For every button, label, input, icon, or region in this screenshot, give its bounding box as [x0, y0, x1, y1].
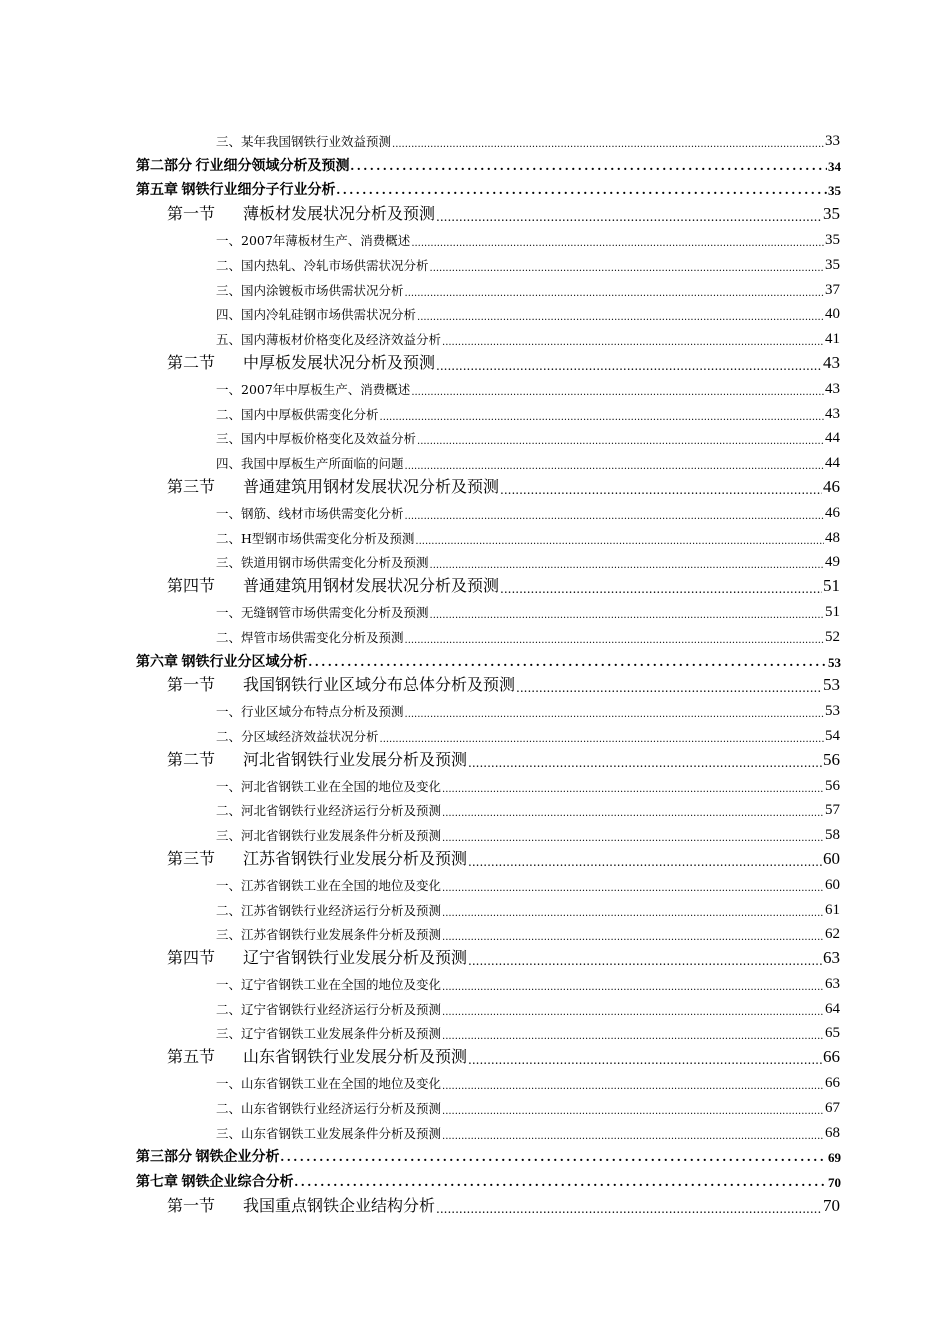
toc-entry-title: 四、我国中厚板生产所面临的问题 — [216, 456, 404, 472]
toc-entry-title: 二、辽宁省钢铁行业经济运行分析及预测 — [216, 1001, 442, 1017]
dot-leader — [516, 681, 822, 695]
dot-leader — [430, 263, 824, 274]
toc-entry-item[interactable] — [0, 125, 950, 150]
dot-leader — [430, 610, 824, 621]
toc-entry-title — [167, 474, 499, 497]
toc-entry-sec[interactable] — [0, 943, 950, 968]
toc-entry-item[interactable] — [0, 596, 950, 621]
page-number: 44 — [825, 430, 840, 447]
page-number: 35 — [828, 183, 841, 199]
dot-leader — [442, 1007, 824, 1018]
dot-leader — [468, 756, 822, 770]
dot-leader — [436, 1202, 822, 1216]
page-number: 63 — [823, 948, 840, 968]
section-number: 第三节 — [167, 848, 216, 868]
toc-entry-title: 四、国内冷轧硅钢市场供需状况分析 — [216, 307, 417, 323]
section-number: 第一节 — [167, 204, 216, 224]
page-number: 62 — [825, 926, 840, 943]
page-number: 66 — [825, 1075, 840, 1092]
toc-entry-title: 三、辽宁省钢铁工业发展条件分析及预测 — [216, 1026, 442, 1042]
dot-leader — [442, 1131, 824, 1142]
toc-entry-title — [167, 672, 515, 695]
dot-leader — [442, 1106, 824, 1117]
toc-entry-item[interactable] — [0, 869, 950, 894]
toc-entry-item[interactable] — [0, 299, 950, 324]
toc-entry-sec[interactable] — [0, 745, 950, 770]
page-number: 33 — [825, 132, 840, 149]
toc-entry-title: 第五章 钢铁行业细分子行业分析 — [136, 183, 336, 199]
toc-entry-title — [167, 747, 467, 770]
page-number: 61 — [825, 901, 840, 918]
toc-entry-item[interactable] — [0, 1067, 950, 1092]
toc-entry-part[interactable] — [0, 646, 950, 671]
toc-entry-sec[interactable] — [0, 348, 950, 373]
toc-entry-sec[interactable] — [0, 571, 950, 596]
toc-entry-title — [167, 1193, 435, 1216]
dot-leader — [411, 238, 824, 249]
dot-leader — [442, 808, 824, 819]
toc-entry-title — [167, 1044, 467, 1067]
dot-leader — [442, 982, 824, 993]
toc-entry-title — [167, 573, 499, 596]
dot-leader — [442, 883, 824, 894]
toc-entry-title — [167, 350, 435, 373]
toc-entry-title: 二、分区域经济效益状况分析 — [216, 728, 379, 744]
toc-entry-title: 五、国内薄板材价格变化及经济效益分析 — [216, 332, 442, 348]
toc-entry-title: 三、某年我国钢铁行业效益预测 — [216, 133, 392, 149]
toc-entry-title: 二、山东省钢铁行业经济运行分析及预测 — [216, 1100, 442, 1116]
page-number: 70 — [828, 1175, 841, 1191]
section-number: 第三节 — [167, 476, 216, 496]
dot-leader — [295, 1175, 828, 1191]
page-number: 43 — [823, 352, 840, 372]
toc-entry-item[interactable] — [0, 621, 950, 646]
toc-entry-title: 二、焊管市场供需变化分析及预测 — [216, 629, 404, 645]
toc-entry-title: 二、国内中厚板供需变化分析 — [216, 406, 379, 422]
dot-leader — [500, 582, 822, 596]
toc-entry-item[interactable] — [0, 770, 950, 795]
page-number: 70 — [823, 1196, 840, 1216]
toc-entry-title: 二、河北省钢铁行业经济运行分析及预测 — [216, 803, 442, 819]
toc-entry-sec[interactable] — [0, 844, 950, 869]
page-number: 46 — [825, 504, 840, 521]
page-number: 43 — [825, 380, 840, 397]
dot-leader — [436, 210, 822, 224]
page-number: 37 — [825, 281, 840, 298]
toc-entry-item[interactable] — [0, 695, 950, 720]
toc-entry-title: 一、辽宁省钢铁工业在全国的地位及变化 — [216, 976, 442, 992]
section-title: 普通建筑用钢材发展状况分析及预测 — [243, 476, 500, 496]
page-number: 64 — [825, 1000, 840, 1017]
section-number: 第五节 — [167, 1047, 216, 1067]
page-number: 46 — [823, 476, 840, 496]
dot-leader — [405, 709, 824, 720]
toc-entry-item[interactable] — [0, 274, 950, 299]
toc-entry-title: 第二部分 行业细分领域分析及预测 — [136, 158, 350, 174]
page-number: 48 — [825, 529, 840, 546]
toc-entry-title: 二、H型钢市场供需变化分析及预测 — [216, 530, 415, 546]
toc-entry-title: 一、江苏省钢铁工业在全国的地位及变化 — [216, 877, 442, 893]
dot-leader — [405, 461, 824, 472]
toc-entry-item[interactable] — [0, 1018, 950, 1043]
toc-entry-title: 一、钢筋、线材市场供需变化分析 — [216, 505, 404, 521]
page-number: 52 — [825, 628, 840, 645]
dot-leader — [405, 635, 824, 646]
dot-leader — [405, 511, 824, 522]
page-number: 44 — [825, 455, 840, 472]
toc-entry-title: 三、河北省钢铁行业发展条件分析及预测 — [216, 828, 442, 844]
toc-entry-title: 三、铁道用钢市场供需变化分析及预测 — [216, 555, 429, 571]
toc-entry-sec[interactable] — [0, 1042, 950, 1067]
section-number: 第四节 — [167, 948, 216, 968]
page-number: 35 — [825, 256, 840, 273]
toc-entry-title: 一、2007年中厚板生产、消费概述 — [216, 381, 411, 397]
toc-entry-title: 第七章 钢铁企业综合分析 — [136, 1175, 294, 1191]
dot-leader — [380, 734, 824, 745]
toc-entry-item[interactable] — [0, 249, 950, 274]
toc-entry-title: 一、山东省钢铁工业在全国的地位及变化 — [216, 1076, 442, 1092]
dot-leader — [417, 436, 824, 447]
dot-leader — [415, 536, 824, 547]
page-number: 67 — [825, 1099, 840, 1116]
toc-entry-title: 一、无缝钢管市场供需变化分析及预测 — [216, 604, 429, 620]
dot-leader — [351, 159, 828, 175]
page-number: 69 — [828, 1150, 841, 1166]
page-number: 51 — [825, 603, 840, 620]
section-title: 河北省钢铁行业发展分析及预测 — [243, 749, 468, 769]
page-number: 35 — [823, 204, 840, 224]
toc-entry-title: 第三部分 钢铁企业分析 — [136, 1150, 280, 1166]
section-title: 中厚板发展状况分析及预测 — [243, 352, 436, 372]
page-number: 58 — [825, 827, 840, 844]
page-number: 34 — [828, 158, 841, 174]
dot-leader — [411, 387, 824, 398]
section-title: 薄板材发展状况分析及预测 — [243, 204, 436, 224]
page-number: 66 — [823, 1047, 840, 1067]
section-number: 第一节 — [167, 675, 216, 695]
dot-leader — [430, 560, 824, 571]
dot-leader — [442, 1081, 824, 1092]
toc-entry-title: 三、江苏省钢铁行业发展条件分析及预测 — [216, 927, 442, 943]
section-title: 辽宁省钢铁行业发展分析及预测 — [243, 948, 468, 968]
toc-entry-title: 二、国内热轧、冷轧市场供需状况分析 — [216, 257, 429, 273]
toc-entry-title: 一、行业区域分布特点分析及预测 — [216, 704, 404, 720]
toc-entry-item[interactable] — [0, 423, 950, 448]
toc-entry-item[interactable] — [0, 398, 950, 423]
toc-entry-item[interactable] — [0, 373, 950, 398]
dot-leader — [468, 1053, 822, 1067]
dot-leader — [380, 412, 824, 423]
toc-entry-title: 三、国内涂镀板市场供需状况分析 — [216, 282, 404, 298]
dot-leader — [468, 954, 822, 968]
dot-leader — [468, 855, 822, 869]
section-title: 山东省钢铁行业发展分析及预测 — [243, 1047, 468, 1067]
toc-entry-title: 第六章 钢铁行业分区域分析 — [136, 654, 308, 670]
page-number: 56 — [823, 749, 840, 769]
dot-leader — [309, 655, 828, 671]
toc-entry-title — [167, 945, 467, 968]
toc-entry-item[interactable] — [0, 323, 950, 348]
toc-entry-item[interactable] — [0, 993, 950, 1018]
page-number: 60 — [823, 848, 840, 868]
page-number: 54 — [825, 727, 840, 744]
dot-leader — [442, 932, 824, 943]
dot-leader — [417, 312, 824, 323]
page-number: 53 — [825, 703, 840, 720]
toc-entry-item[interactable] — [0, 224, 950, 249]
toc-entry-item[interactable] — [0, 894, 950, 919]
toc-entry-part[interactable] — [0, 175, 950, 200]
toc-entry-item[interactable] — [0, 1092, 950, 1117]
toc-entry-item[interactable] — [0, 497, 950, 522]
toc-entry-title: 三、山东省钢铁工业发展条件分析及预测 — [216, 1125, 442, 1141]
page-number: 68 — [825, 1124, 840, 1141]
page-number: 35 — [825, 231, 840, 248]
dot-leader — [442, 337, 824, 348]
section-title: 江苏省钢铁行业发展分析及预测 — [243, 848, 468, 868]
section-number: 第四节 — [167, 576, 216, 596]
toc-entry-item[interactable] — [0, 795, 950, 820]
toc-entry-sec[interactable] — [0, 472, 950, 497]
toc-entry-part[interactable] — [0, 1142, 950, 1167]
section-title: 普通建筑用钢材发展状况分析及预测 — [243, 576, 500, 596]
toc-entry-sec[interactable] — [0, 1191, 950, 1216]
toc-entry-item[interactable] — [0, 447, 950, 472]
toc-entry-item[interactable] — [0, 968, 950, 993]
dot-leader — [436, 359, 822, 373]
dot-leader — [500, 483, 822, 497]
page-number: 56 — [825, 777, 840, 794]
section-number: 第一节 — [167, 1196, 216, 1216]
dot-leader — [442, 784, 824, 795]
toc-entry-title: 二、江苏省钢铁行业经济运行分析及预测 — [216, 902, 442, 918]
dot-leader — [405, 288, 824, 299]
toc-entry-title: 一、河北省钢铁工业在全国的地位及变化 — [216, 778, 442, 794]
dot-leader — [442, 1031, 824, 1042]
dot-leader — [442, 833, 824, 844]
page-number: 53 — [823, 675, 840, 695]
toc-entry-title — [167, 201, 435, 224]
toc-entry-part[interactable] — [0, 1166, 950, 1191]
section-title: 我国钢铁行业区域分布总体分析及预测 — [243, 675, 516, 695]
page-number: 63 — [825, 975, 840, 992]
toc-entry-item[interactable] — [0, 819, 950, 844]
dot-leader — [281, 1150, 828, 1166]
toc-entry-item[interactable] — [0, 1117, 950, 1142]
toc-entry-item[interactable] — [0, 919, 950, 944]
page-number: 51 — [823, 576, 840, 596]
page-number: 40 — [825, 306, 840, 323]
toc-entry-item[interactable] — [0, 720, 950, 745]
toc-entry-sec[interactable] — [0, 671, 950, 696]
page-number: 57 — [825, 802, 840, 819]
section-title: 我国重点钢铁企业结构分析 — [243, 1196, 436, 1216]
section-number: 第二节 — [167, 749, 216, 769]
section-number: 第二节 — [167, 352, 216, 372]
toc-entry-title: 一、2007年薄板材生产、消费概述 — [216, 232, 411, 248]
page-number: 43 — [825, 405, 840, 422]
page-number: 53 — [828, 654, 841, 670]
toc-entry-item[interactable] — [0, 522, 950, 547]
page-number: 65 — [825, 1025, 840, 1042]
page-number: 49 — [825, 554, 840, 571]
toc-entry-part[interactable] — [0, 150, 950, 175]
dot-leader — [392, 139, 824, 150]
page-number: 41 — [825, 331, 840, 348]
dot-leader — [337, 183, 828, 199]
toc-entry-title: 三、国内中厚板价格变化及效益分析 — [216, 431, 417, 447]
toc-entry-title — [167, 846, 467, 869]
toc-entry-item[interactable] — [0, 547, 950, 572]
page-number: 60 — [825, 876, 840, 893]
dot-leader — [442, 908, 824, 919]
table-of-contents — [0, 125, 950, 1216]
toc-entry-sec[interactable] — [0, 199, 950, 224]
